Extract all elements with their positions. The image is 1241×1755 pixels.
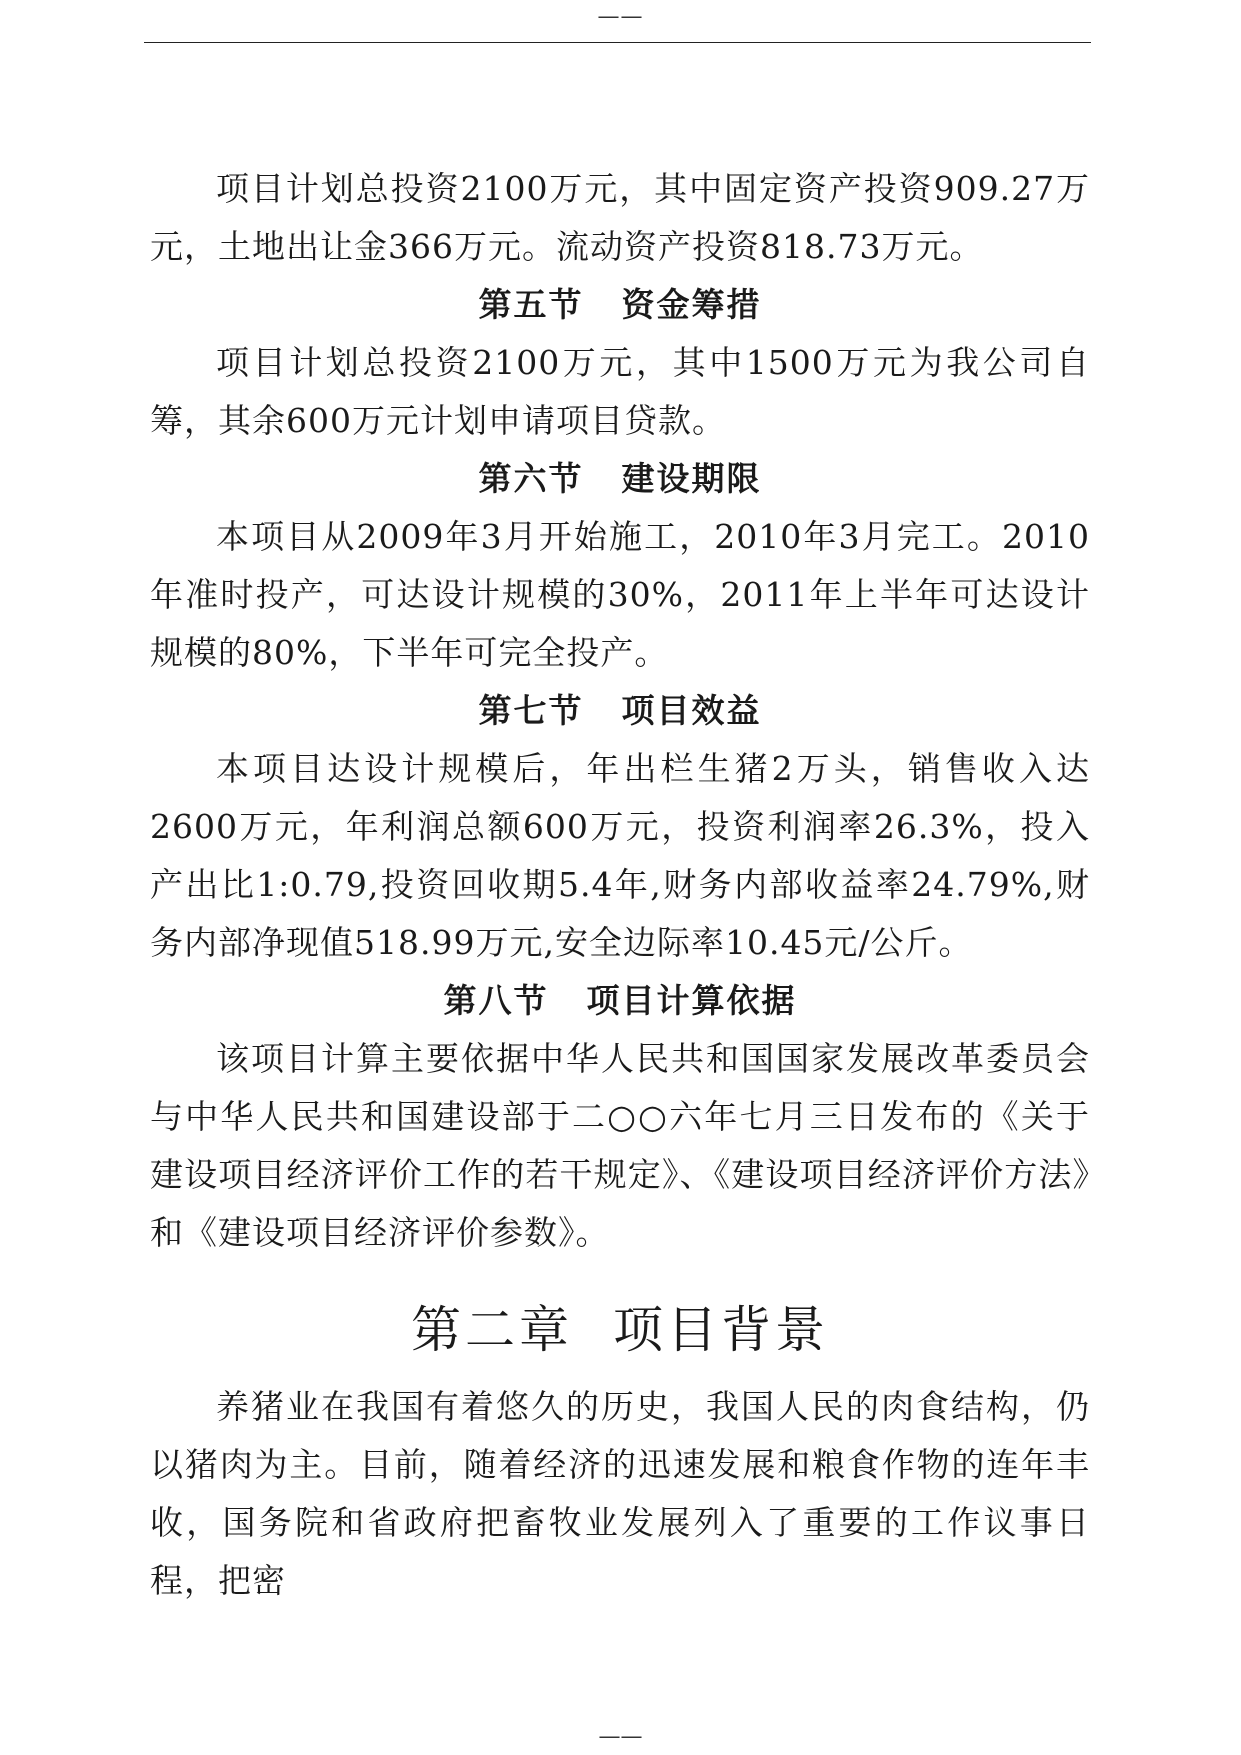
paragraph-background: 养猪业在我国有着悠久的历史，我国人民的肉食结构，仍以猪肉为主。目前，随着经济的迅速发展和粮食作物的连年丰收，国务院和省政府把畜牧业发展列入了重要的工作议事日程，把密 xyxy=(150,1387,1090,1600)
paragraph-funding: 项目计划总投资2100万元，其中1500万元为我公司自筹，其余600万元计划申请项目贷款。 xyxy=(150,343,1090,440)
paragraph-investment: 项目计划总投资2100万元，其中固定资产投资909.27万元，土地出让金366万元。流动资产投资818.73万元。 xyxy=(150,169,1090,266)
paragraph-schedule: 本项目从2009年3月开始施工，2010年3月完工。2010年准时投产，可达设计规模的30%，2011年上半年可达设计规模的80%，下半年可完全投产。 xyxy=(150,517,1090,672)
section-heading-8 xyxy=(150,972,1090,1030)
chapter-name: 项目背景 xyxy=(613,1301,829,1359)
paragraph-basis: 该项目计算主要依据中华人民共和国国家发展改革委员会与中华人民共和国建设部于二○○六年七月三日发布的《关于建设项目经济评价工作的若干规定》、《建设项目经济评价方法》和《建设项目经济评价参数》。 xyxy=(150,1039,1090,1252)
section-title: 项目效益 xyxy=(621,691,762,730)
chapter-number: 第二章 xyxy=(411,1301,573,1359)
section-title: 项目计算依据 xyxy=(586,981,797,1020)
section-number: 第七节 xyxy=(478,691,584,730)
section-number: 第五节 xyxy=(478,285,584,324)
paragraph-benefits: 本项目达设计规模后，年出栏生猪2万头，销售收入达2600万元，年利润总额600万元，投资利润率26.3%，投入产出比1:0.79,投资回收期5.4年,财务内部收益率24.79%,财务内部净现值518.99万元,安全边际率10.45元/公斤。 xyxy=(150,749,1090,962)
page-footer-mark: —— xyxy=(598,1724,643,1749)
header-rule xyxy=(144,42,1091,43)
section-heading-6 xyxy=(150,450,1090,508)
section-heading-5 xyxy=(150,276,1090,334)
document-body xyxy=(150,160,1090,1610)
chapter-title xyxy=(150,1290,1090,1370)
section-title: 建设期限 xyxy=(621,459,762,498)
section-number: 第八节 xyxy=(443,981,549,1020)
section-heading-7 xyxy=(150,682,1090,740)
section-number: 第六节 xyxy=(478,459,584,498)
section-title: 资金筹措 xyxy=(621,285,762,324)
page-header-mark: —— xyxy=(597,4,644,29)
